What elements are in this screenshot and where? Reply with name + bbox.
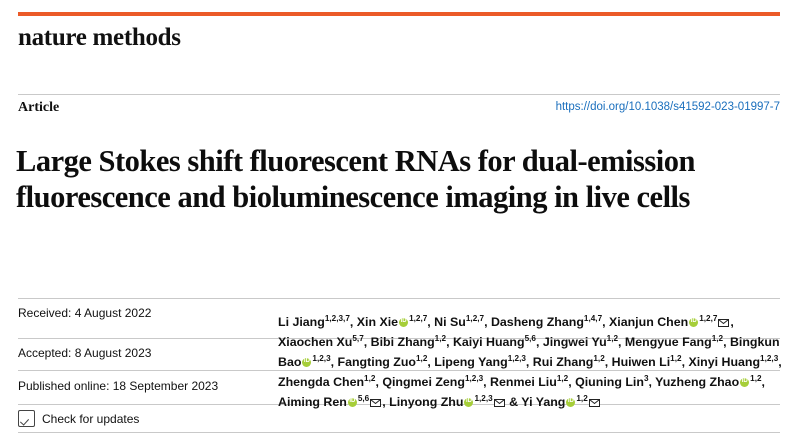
divider-bottom (18, 432, 780, 433)
date-accepted: Accepted: 8 August 2023 (18, 346, 152, 360)
divider-above-dates (18, 298, 780, 299)
article-type-label: Article (18, 100, 60, 115)
doi-link[interactable]: https://doi.org/10.1038/s41592-023-01997-7 (555, 101, 780, 113)
date-published: Published online: 18 September 2023 (18, 379, 219, 393)
author-list: Li Jiang$^{1,2,3,7}$, Xin Xie iD $^{1,2,7}$, Ni Su$^{1,2,7}$, Dasheng Zhang$^{1,4,7}$, Xianjun CheniD $^{1,2,7}$ , Xiaochen Xu$^{5,7}$, Bibi Zhang$^{1,2}$, Kaiyi Huang$^{5,6}$, Jingwei Yu$^{1,2}$, Mengyue Fang$^{1,2}$, Bingkun Bao iD $^{1,2,3}$, Fangting Zuo$^{1,2}$, Lipeng Yang$^{1,2,3}$, Rui Zhang$^{1,2}$, Huiwen Li$^{1,2}$, Xinyi Huang$^{1,2,3}$, Zhengda Chen$^{1,2}$, Qingmei Zeng$^{1,2,3}$, Renmei Liu$^{1,2}$, Qiuning Lin$^3$, Yuzheng Zhao iD $^{1,2}$, Aiming Ren iD $^{5,6}$ , Linyong Zhu iD $^{1,2,3}$ & Yi Yang iD $^{1,2}$ (278, 312, 783, 412)
journal-title: nature methods (18, 24, 181, 51)
check-box-icon (18, 410, 35, 427)
check-for-updates-label: Check for updates (42, 411, 140, 426)
page-title: Large Stokes shift fluorescent RNAs for dual-emission fluorescence and bioluminescence imaging in live cells (16, 144, 695, 214)
brand-accent-rule (18, 12, 780, 16)
divider-header (18, 94, 780, 95)
check-for-updates-button[interactable] (18, 410, 139, 427)
date-received: Received: 4 August 2022 (18, 306, 152, 320)
